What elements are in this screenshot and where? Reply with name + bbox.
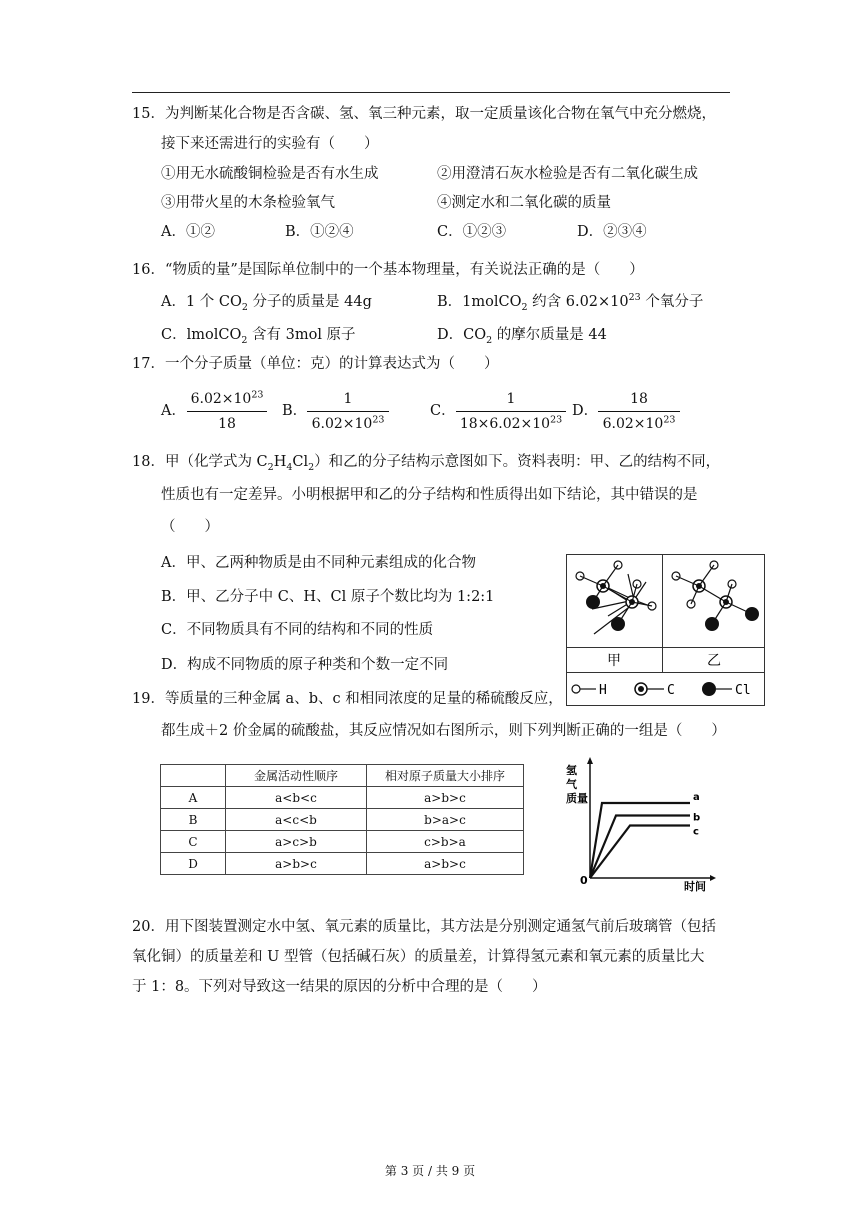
q18-formula-h: H bbox=[273, 454, 287, 470]
q17-a-num-text: 6.02×10 bbox=[190, 391, 252, 407]
molecule-yi-bonds bbox=[676, 565, 752, 624]
y-axis-label-2: 气 bbox=[566, 778, 577, 791]
q17-c-denominator bbox=[456, 413, 566, 435]
legend bbox=[572, 682, 751, 698]
q18-stem-line1 bbox=[132, 452, 720, 472]
q20-line2: 氧化铜）的质量差和 U 型管（包括碱石灰）的质量差，计算得氢元素和氧元素的质量比大 bbox=[132, 949, 705, 965]
q16-b-sup: 23 bbox=[628, 292, 641, 304]
fraction-bar bbox=[187, 411, 267, 412]
q16-d-text2: 的摩尔质量是 44 bbox=[492, 327, 607, 343]
q17-b-denominator bbox=[307, 413, 389, 435]
table-cell: a>b>c bbox=[367, 787, 524, 809]
q17-option-c-fraction bbox=[456, 388, 566, 435]
q17-d-label: D． bbox=[572, 403, 599, 419]
q17-d-denominator bbox=[598, 413, 680, 435]
legend-cl: Cl bbox=[735, 683, 751, 698]
series-label-b: b bbox=[693, 812, 701, 824]
q19-stem-line2: 都生成＋2 价金属的硫酸盐，其反应情况如右图所示，则下列判断正确的一组是（ ） bbox=[161, 723, 726, 739]
table-cell: B bbox=[161, 809, 226, 831]
y-axis-arrow-icon bbox=[587, 757, 593, 764]
table-cell: a>b>c bbox=[367, 853, 524, 875]
q17-d-den-sup: 23 bbox=[663, 414, 676, 426]
table-header-cell: 相对原子质量大小排序 bbox=[367, 765, 524, 787]
q15-item-2: ②用澄清石灰水检验是否有二氧化碳生成 bbox=[437, 166, 698, 182]
q20-line1: 20．用下图装置测定水中氢、氧元素的质量比，其方法是分别测定通氢气前后玻璃管（包括 bbox=[132, 919, 716, 935]
table-header-row bbox=[161, 765, 524, 787]
y-axis-label-1: 氢 bbox=[566, 764, 577, 777]
q18-formula-sub: 2 bbox=[308, 461, 315, 473]
table-cell: A bbox=[161, 787, 226, 809]
q15-stem-line2: 接下来还需进行的实验有（ ） bbox=[161, 136, 379, 152]
metal-comparison-table bbox=[160, 764, 524, 875]
series-label-a: a bbox=[693, 792, 700, 803]
fraction-bar bbox=[307, 411, 389, 412]
chart-series bbox=[590, 792, 700, 878]
q15-option-a: A．①② bbox=[161, 224, 215, 240]
q19-stem-line1: 19．等质量的三种金属 a、b、c 和相同浓度的足量的稀硫酸反应， bbox=[132, 691, 563, 707]
q16-d-sub: 2 bbox=[486, 334, 493, 346]
q15-option-b: B．①②④ bbox=[285, 224, 354, 240]
table-header-cell: 金属活动性顺序 bbox=[226, 765, 367, 787]
q17-c-numerator: 1 bbox=[506, 391, 516, 407]
table-header-cell bbox=[161, 765, 226, 787]
q16-stem: 16．“物质的量”是国际单位制中的一个基本物理量，有关说法正确的是（ ） bbox=[132, 262, 644, 278]
q17-a-denominator: 18 bbox=[218, 416, 236, 432]
table-cell: D bbox=[161, 853, 226, 875]
table-cell: c>b>a bbox=[367, 831, 524, 853]
label-jia: 甲 bbox=[607, 653, 621, 669]
molecule-structure-figure bbox=[566, 554, 766, 706]
table-cell: b>a>c bbox=[367, 809, 524, 831]
q16-b-text3: 个氧分子 bbox=[640, 294, 704, 310]
q17-b-label: B． bbox=[282, 403, 308, 419]
q17-stem: 17．一个分子质量（单位：克）的计算表达式为（ ） bbox=[132, 356, 499, 372]
q17-a-label: A． bbox=[161, 403, 186, 419]
legend-c: C bbox=[667, 683, 675, 698]
q18-formula-cl: Cl bbox=[292, 454, 309, 470]
q16-b-text2: 约含 6.02×10 bbox=[527, 294, 629, 310]
q15-option-d: D．②③④ bbox=[577, 224, 647, 240]
fraction-bar bbox=[456, 411, 566, 412]
series-line-c bbox=[590, 826, 690, 879]
header-rule bbox=[132, 92, 730, 93]
table-cell: a>b>c bbox=[226, 853, 367, 875]
legend-h: H bbox=[599, 683, 607, 698]
q16-a-text: A．1 个 CO bbox=[161, 294, 242, 310]
q17-a-numerator bbox=[187, 388, 267, 410]
q17-b-numerator: 1 bbox=[343, 391, 353, 407]
q17-option-d-fraction bbox=[598, 388, 680, 435]
q18-stem-text2: ）和乙的分子结构示意图如下。资料表明：甲、乙的结构不同， bbox=[314, 454, 721, 470]
q16-b-text: B．1molCO bbox=[437, 294, 522, 310]
q18-formula-sub: 2 bbox=[267, 461, 274, 473]
table-cell: a<c<b bbox=[226, 809, 367, 831]
table-row bbox=[161, 831, 524, 853]
q17-a-num-sup: 23 bbox=[251, 389, 264, 401]
q15-item-4: ④测定水和二氧化碳的质量 bbox=[437, 195, 611, 211]
q16-option-a bbox=[161, 292, 372, 312]
q17-d-numerator: 18 bbox=[630, 391, 648, 407]
q17-option-a-fraction bbox=[187, 388, 267, 435]
q16-option-b bbox=[437, 292, 703, 312]
x-axis-label: 时间 bbox=[684, 880, 706, 893]
hydrogen-time-chart bbox=[560, 756, 720, 896]
q18-stem-line3: （ ） bbox=[161, 519, 219, 535]
q17-b-den-sup: 23 bbox=[372, 414, 385, 426]
q18-option-d: D．构成不同物质的原子种类和个数一定不同 bbox=[161, 657, 449, 673]
page-footer: 第 3 页 / 共 9 页 bbox=[384, 1164, 476, 1178]
q15-item-1: ①用无水硫酸铜检验是否有水生成 bbox=[161, 166, 379, 182]
q15-option-c: C．①②③ bbox=[437, 224, 507, 240]
q18-option-c: C．不同物质具有不同的结构和不同的性质 bbox=[161, 622, 434, 638]
carbon-legend-core bbox=[638, 686, 644, 692]
q15-stem-line1: 15．为判断某化合物是否含碳、氢、氧三种元素，取一定质量该化合物在氧气中充分燃烧， bbox=[132, 106, 716, 122]
q17-c-label: C． bbox=[430, 403, 456, 419]
q17-b-den-text: 6.02×10 bbox=[311, 416, 373, 432]
table-cell: a>c>b bbox=[226, 831, 367, 853]
q17-c-den-text: 18×6.02×10 bbox=[459, 416, 551, 432]
q16-c-text2: 含有 3mol 原子 bbox=[247, 327, 356, 343]
q16-b-sub: 2 bbox=[521, 301, 528, 313]
q18-option-b: B．甲、乙分子中 C、H、Cl 原子个数比均为 1:2:1 bbox=[161, 589, 495, 605]
hydrogen-legend-icon bbox=[572, 685, 580, 693]
q16-option-d bbox=[437, 325, 607, 345]
q20-line3: 于 1：8。下列对导致这一结果的原因的分析中合理的是（ ） bbox=[132, 979, 547, 995]
q16-a-text2: 分子的质量是 44g bbox=[247, 294, 372, 310]
table-row bbox=[161, 809, 524, 831]
q18-option-a: A．甲、乙两种物质是由不同种元素组成的化合物 bbox=[161, 555, 476, 571]
q18-formula-sub: 4 bbox=[286, 461, 293, 473]
q18-stem-text: 18．甲（化学式为 C bbox=[132, 454, 268, 470]
q17-option-b-fraction bbox=[307, 388, 389, 435]
table-cell: a<b<c bbox=[226, 787, 367, 809]
molecule-jia-bonds bbox=[580, 565, 652, 624]
q17-d-den-text: 6.02×10 bbox=[602, 416, 664, 432]
q16-option-c bbox=[161, 325, 356, 345]
q16-c-sub: 2 bbox=[241, 334, 248, 346]
q18-stem-line2: 性质也有一定差异。小明根据甲和乙的分子结构和性质得出如下结论，其中错误的是 bbox=[161, 487, 698, 503]
x-axis-arrow-icon bbox=[710, 875, 716, 881]
q17-c-den-sup: 23 bbox=[550, 414, 563, 426]
fraction-bar bbox=[598, 411, 680, 412]
q16-a-sub: 2 bbox=[241, 301, 248, 313]
table-cell: C bbox=[161, 831, 226, 853]
q16-c-text: C．lmolCO bbox=[161, 327, 242, 343]
q16-d-text: D．CO bbox=[437, 327, 487, 343]
y-axis-label-3: 质量 bbox=[566, 792, 588, 805]
label-yi: 乙 bbox=[707, 653, 721, 669]
origin-label: 0 bbox=[580, 874, 588, 887]
chlorine-legend-icon bbox=[702, 682, 716, 696]
series-label-c: c bbox=[693, 826, 699, 838]
table-row bbox=[161, 787, 524, 809]
molecule-jia-atoms bbox=[576, 561, 656, 631]
q15-item-3: ③用带火星的木条检验氧气 bbox=[161, 195, 335, 211]
table-row bbox=[161, 853, 524, 875]
